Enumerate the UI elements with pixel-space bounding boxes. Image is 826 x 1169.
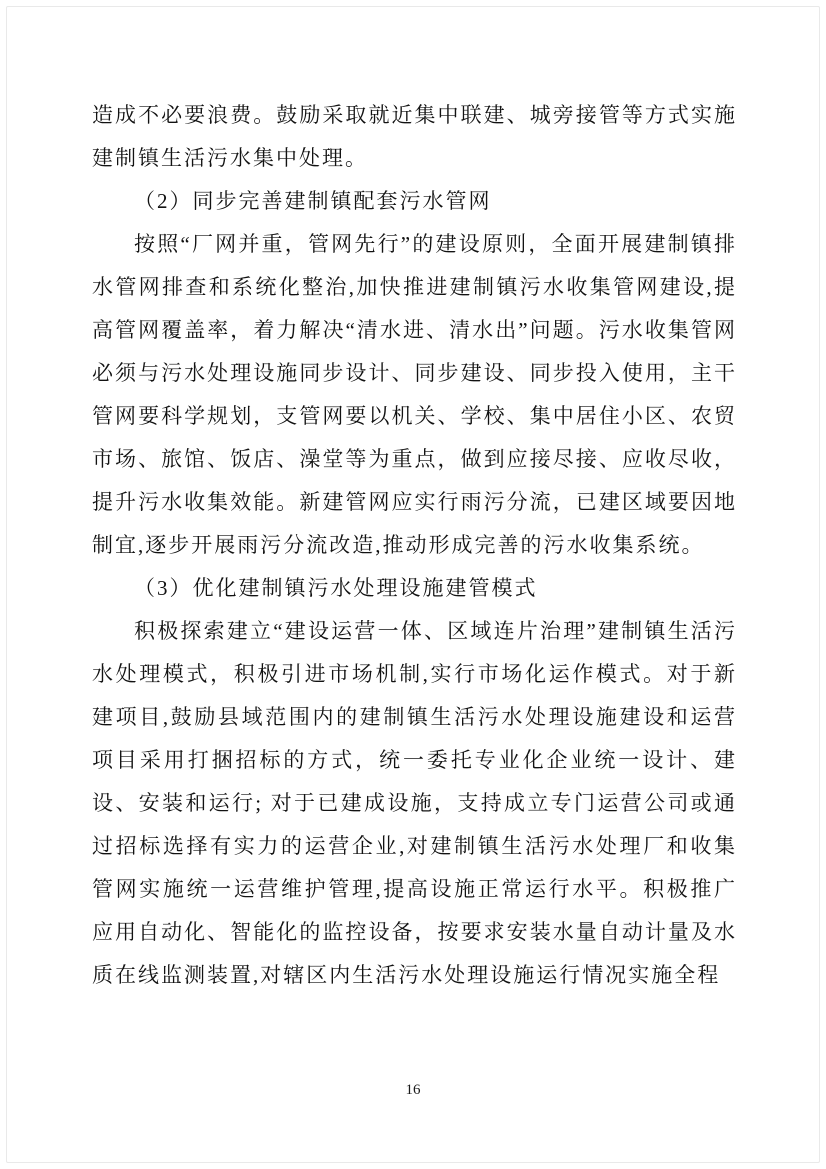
section-heading-3: （3）优化建制镇污水处理设施建管模式 bbox=[134, 576, 538, 600]
page-number: 16 bbox=[405, 1082, 421, 1098]
paragraph-body: 积极探索建立“建设运营一体、区域连片治理”建制镇生活污水处理模式，积极引进市场机制,实行市场化运作模式。对于新建项目,鼓励县域范围内的建制镇生活污水处理设施建设和运营项目采用打捆招标的方式，统一委托专业化企业统一设计、建设、安装和运行; 对于已建成设施，支持成立专门运营公司或通过招标选择有实力的运营企业,对建制镇生活污水处理厂和收集管网实施统一运营维护管理,提高设施正常运行水平。积极推广应用自动化、智能化的监控设备，按要求安装水量自动计量及水质在线监测装置,对辖区内生活污水处理设施运行情况实施全程 bbox=[92, 619, 737, 987]
paragraph-body: 按照“厂网并重，管网先行”的建设原则，全面开展建制镇排水管网排查和系统化整治,加快推进建制镇污水收集管网建设,提高管网覆盖率，着力解决“清水进、清水出”问题。污水收集管网必须与污水处理设施同步设计、同步建设、同步投入使用，主干管网要科学规划，支管网要以机关、学校、集中居住小区、农贸市场、旅馆、饭店、澡堂等为重点，做到应接尽接、应收尽收，提升污水收集效能。新建管网应实行雨污分流，已建区域要因地制宜,逐步开展雨污分流改造,推动形成完善的污水收集系统。 bbox=[92, 232, 737, 557]
document-content bbox=[92, 94, 737, 997]
paragraph-continuation: 造成不必要浪费。鼓励采取就近集中联建、城旁接管等方式实施建制镇生活污水集中处理。 bbox=[92, 103, 737, 170]
section-heading-2: （2）同步完善建制镇配套污水管网 bbox=[134, 189, 492, 213]
